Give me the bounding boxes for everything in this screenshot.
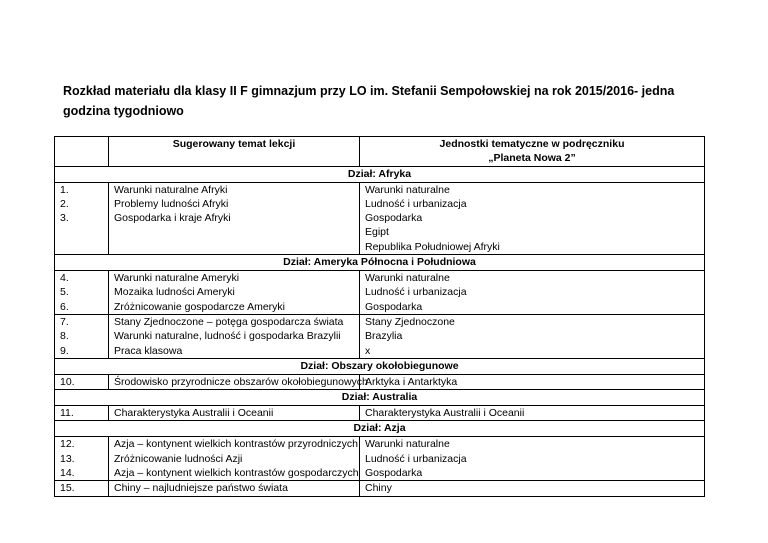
- lesson-number-cell: [55, 481, 109, 496]
- table-row: [55, 437, 705, 481]
- header-units: [360, 137, 705, 167]
- lesson-number: 15.: [60, 482, 75, 495]
- textbook-unit: Gospodarka: [365, 300, 423, 313]
- lesson-number-cell: [55, 271, 109, 315]
- lesson-number-cell: [55, 406, 109, 421]
- lesson-number: 11.: [60, 407, 74, 420]
- lesson-number: 9.: [60, 344, 69, 357]
- section-row: [55, 166, 705, 182]
- section-title: Dział: Afryka: [55, 166, 705, 182]
- lesson-topic: Azja – kontynent wielkich kontrastów przyrodniczych: [114, 438, 358, 451]
- lesson-topic: Azja – kontynent wielkich kontrastów gospodarczych: [114, 467, 359, 480]
- table-row: [55, 271, 705, 315]
- header-units-line-1: Jednostki tematyczne w podręczniku: [439, 138, 625, 150]
- textbook-unit-cell: [360, 374, 705, 389]
- table-row: [55, 374, 705, 389]
- textbook-unit: Gospodarka: [365, 212, 423, 225]
- header-number-cell: [55, 137, 109, 167]
- lesson-topic: Mozaika ludności Ameryki: [114, 286, 235, 299]
- textbook-unit-cell: [360, 314, 705, 358]
- table-row: [55, 481, 705, 496]
- lesson-topic-cell: [109, 271, 360, 315]
- lesson-topic: Stany Zjednoczone – potęga gospodarcza świata: [114, 315, 344, 328]
- lesson-topic: Środowisko przyrodnicze obszarów okołobiegunowych: [114, 375, 368, 388]
- lesson-number: 14.: [60, 467, 75, 480]
- textbook-unit-cell: [360, 182, 705, 254]
- lesson-topic: Zróżnicowanie gospodarcze Ameryki: [114, 300, 285, 313]
- lesson-topic-cell: [109, 481, 360, 496]
- textbook-unit: Warunki naturalne: [365, 183, 450, 196]
- lesson-topic: Gospodarka i kraje Afryki: [114, 212, 231, 225]
- section-row: [55, 358, 705, 374]
- textbook-unit: Warunki naturalne: [365, 438, 450, 451]
- textbook-unit: Egipt: [365, 226, 389, 239]
- lesson-number: 6.: [60, 300, 69, 313]
- lesson-number: 4.: [60, 272, 69, 285]
- lesson-number-cell: [55, 437, 109, 481]
- lesson-number: 3.: [60, 212, 69, 225]
- lesson-number: 13.: [60, 452, 75, 465]
- textbook-unit: Chiny: [365, 482, 392, 495]
- lesson-topic: Praca klasowa: [114, 344, 183, 357]
- textbook-unit: Stany Zjednoczone: [365, 315, 455, 328]
- lesson-topic-cell: [109, 374, 368, 389]
- lesson-topic: Problemy ludności Afryki: [114, 197, 229, 210]
- lesson-topic: Chiny – najludniejsze państwo świata: [114, 482, 288, 495]
- textbook-unit: Ludność i urbanizacja: [365, 452, 467, 465]
- section-title: Dział: Obszary okołobiegunowe: [55, 358, 705, 374]
- textbook-unit: Gospodarka: [365, 467, 423, 480]
- section-row: [55, 421, 705, 437]
- textbook-unit: Warunki naturalne: [365, 272, 450, 285]
- lesson-number-cell: [55, 182, 109, 254]
- section-row: [55, 390, 705, 406]
- textbook-unit: Charakterystyka Australii i Oceanii: [365, 407, 525, 420]
- lesson-number: 5.: [60, 286, 69, 299]
- table-row: [55, 314, 705, 358]
- lesson-number: 1.: [60, 183, 69, 196]
- document-title: Rozkład materiału dla klasy II F gimnazjum przy LO im. Stefanii Sempołowskiej na rok 2015/2016- jedna godzina tygodniowo: [63, 84, 675, 118]
- lesson-topic: Warunki naturalne Afryki: [114, 183, 228, 196]
- lesson-topic: Charakterystyka Australii i Oceanii: [114, 407, 274, 420]
- textbook-unit-cell: [360, 271, 705, 315]
- textbook-unit: x: [365, 344, 371, 357]
- lesson-plan-table: [54, 136, 705, 497]
- lesson-number-cell: [55, 314, 109, 358]
- textbook-unit-cell: [360, 437, 705, 481]
- lesson-number: 10.: [60, 375, 75, 388]
- header-units-line-2: „Planeta Nowa 2”: [488, 152, 576, 165]
- lesson-topic: Warunki naturalne, ludność i gospodarka Brazylii: [114, 330, 341, 343]
- header-topic: Sugerowany temat lekcji: [109, 137, 360, 167]
- lesson-topic-cell: [109, 182, 360, 254]
- table-row: [55, 182, 705, 254]
- section-row: [55, 255, 705, 271]
- textbook-unit-cell: [360, 481, 705, 496]
- section-title: Dział: Azja: [55, 421, 705, 437]
- lesson-topic: Warunki naturalne Ameryki: [114, 272, 240, 285]
- lesson-topic-cell: [109, 437, 360, 481]
- lesson-number: 12.: [60, 438, 75, 451]
- lesson-plan-body: [55, 137, 705, 497]
- lesson-topic-cell: [109, 314, 360, 358]
- section-title: Dział: Australia: [55, 390, 705, 406]
- textbook-unit: Brazylia: [365, 330, 403, 343]
- lesson-topic: Zróżnicowanie ludności Azji: [114, 452, 243, 465]
- lesson-topic-cell: [109, 406, 360, 421]
- textbook-unit: Arktyka i Antarktyka: [365, 375, 458, 388]
- table-row: [55, 406, 705, 421]
- lesson-number-cell: [55, 374, 109, 389]
- lesson-number: 7.: [60, 315, 69, 328]
- textbook-unit: Republika Południowej Afryki: [365, 240, 500, 253]
- section-title: Dział: Ameryka Północna i Południowa: [55, 255, 705, 271]
- lesson-number: 8.: [60, 330, 69, 343]
- textbook-unit-cell: [360, 406, 705, 421]
- textbook-unit: Ludność i urbanizacja: [365, 197, 467, 210]
- lesson-number: 2.: [60, 197, 69, 210]
- table-header-row: [55, 137, 705, 167]
- textbook-unit: Ludność i urbanizacja: [365, 286, 467, 299]
